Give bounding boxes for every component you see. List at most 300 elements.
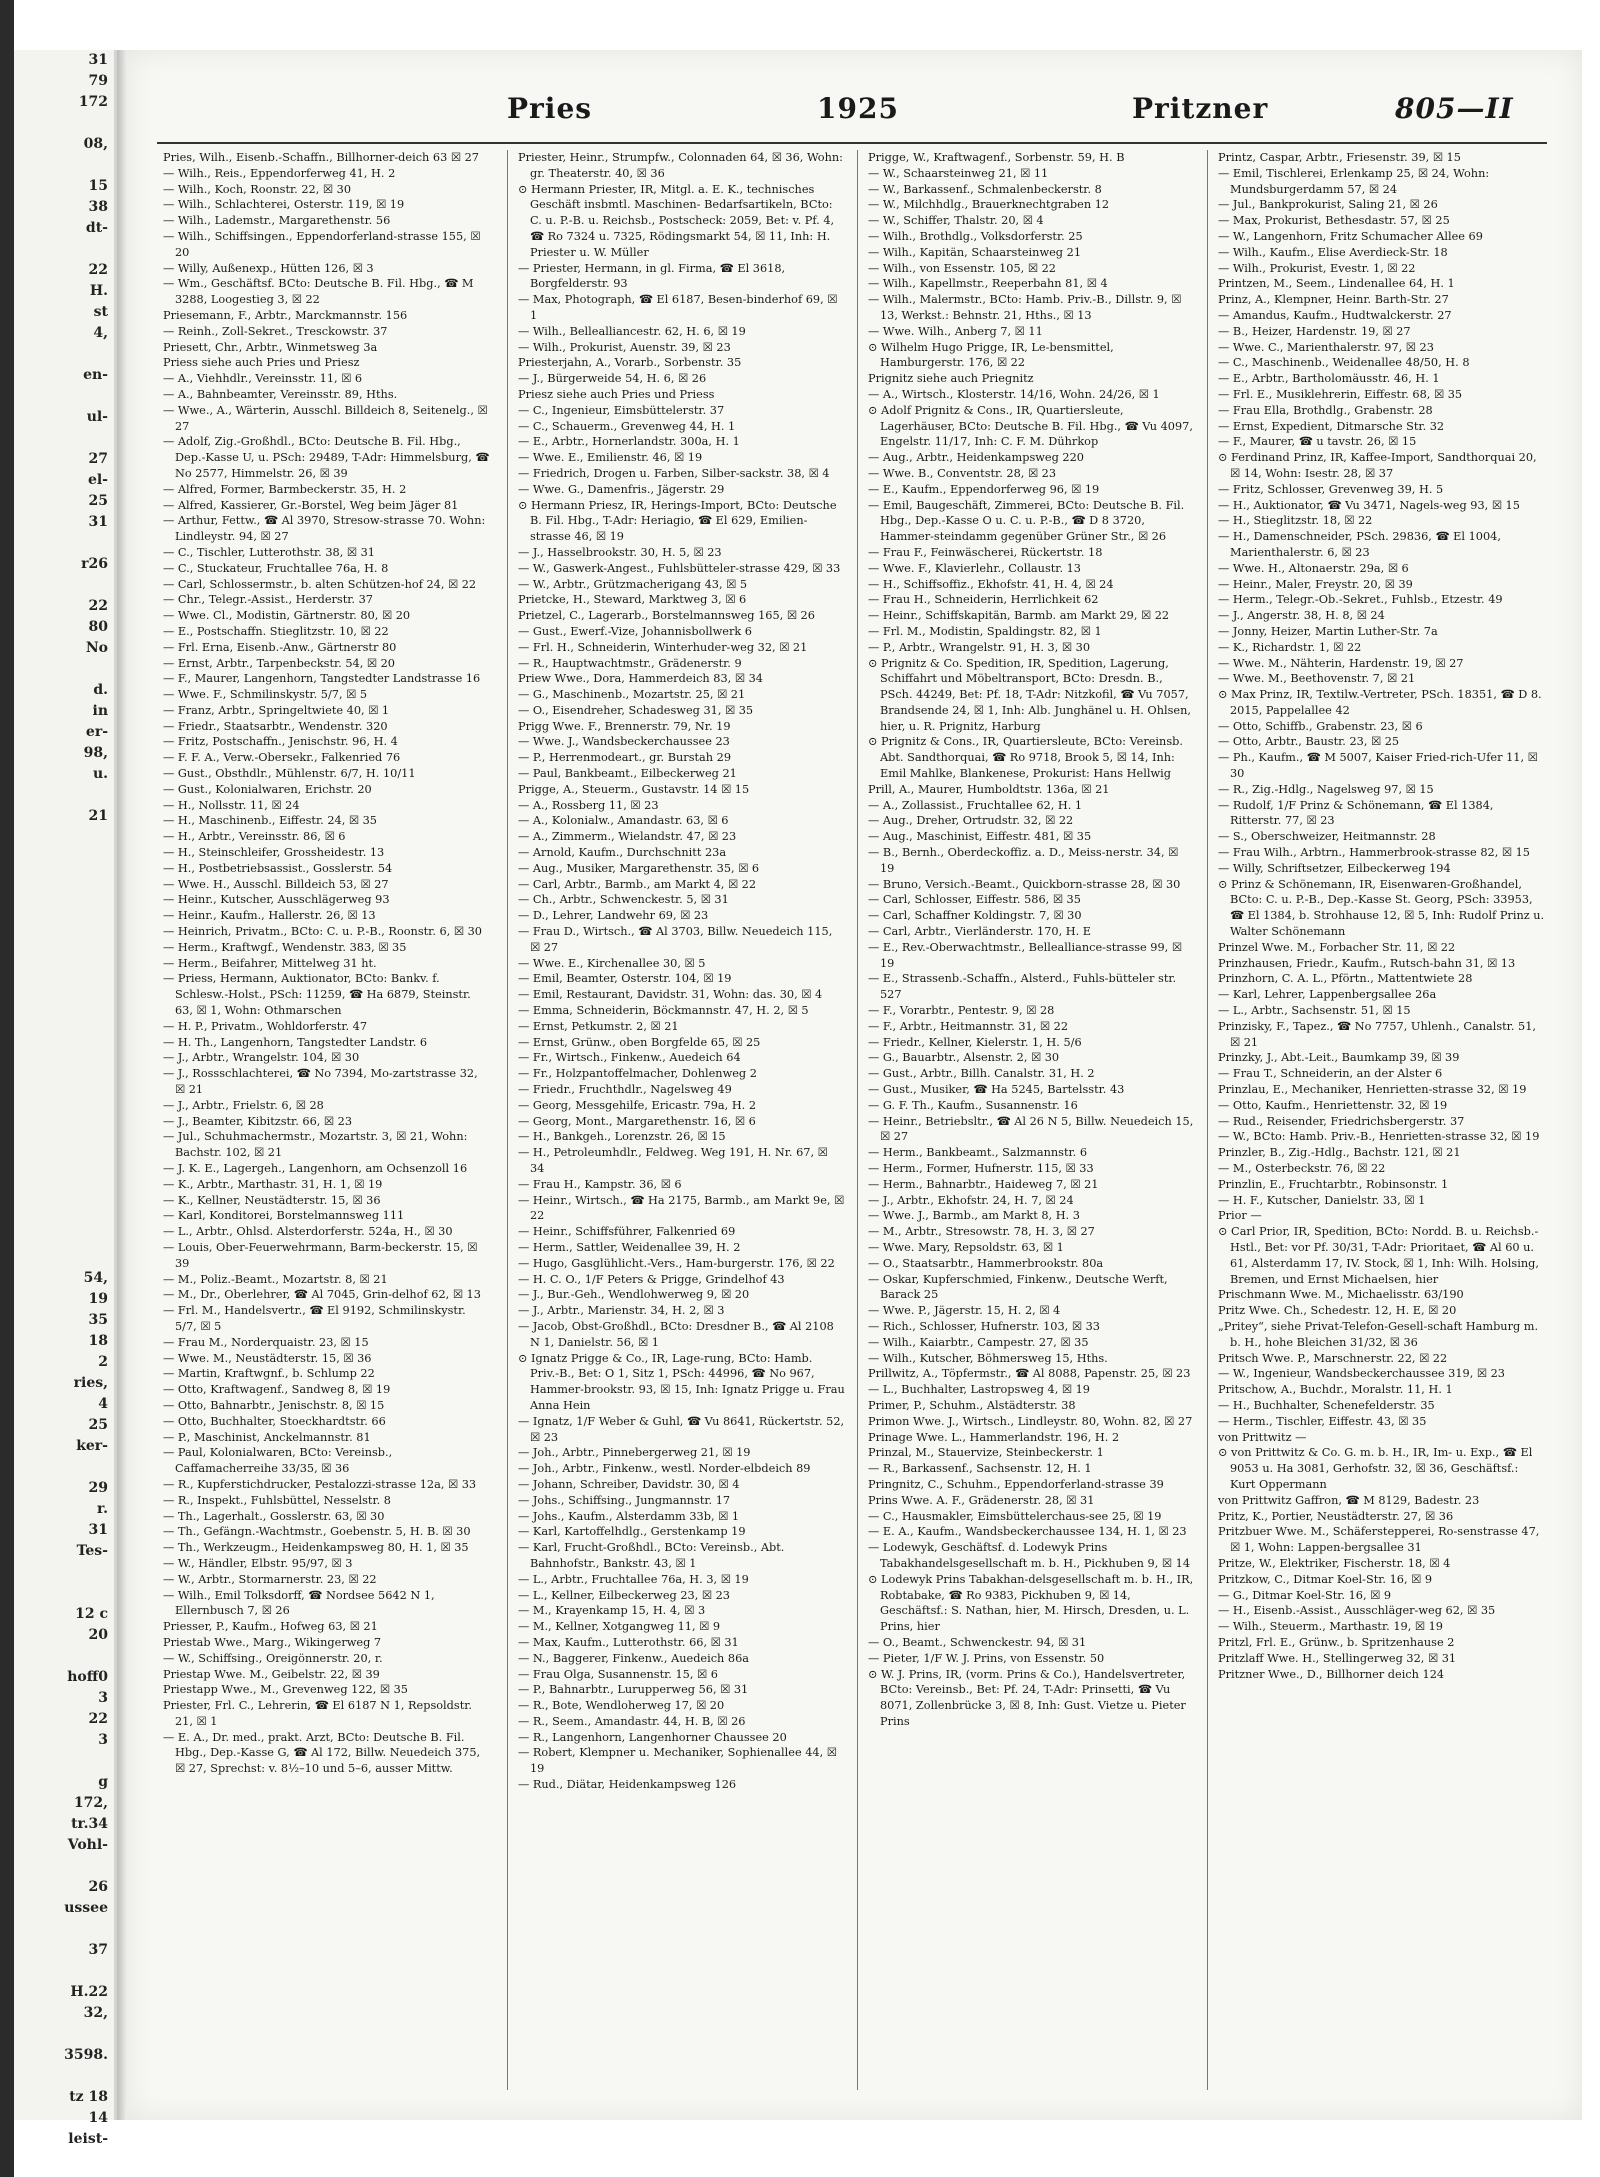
directory-entry: — Wwe. F., Klavierlehr., Collaustr. 13 <box>868 561 1081 575</box>
directory-entry: — K., Richardstr. 1, ☒ 22 <box>1218 640 1362 654</box>
previous-page-text <box>14 1142 114 1163</box>
directory-entry: — H., Arbtr., Vereinsstr. 86, ☒ 6 <box>163 830 346 844</box>
directory-entry: — Wwe. H., Altonaerstr. 29a, ☒ 6 <box>1218 561 1409 575</box>
directory-entry: — F., Vorarbtr., Pentestr. 9, ☒ 28 <box>868 1004 1055 1018</box>
directory-entry: ⊙ Prignitz & Cons., IR, Quartiersleute, BCto: Vereinsb. Abt. Sandthorquai, ☎ Ro 9718, Brook 5, ☒ 14, Inh: Emil Mahlke, Blankenese, Prokurist: Hans Hellwig <box>868 735 1183 781</box>
directory-entry: Priestapp Wwe., M., Grevenweg 122, ☒ 35 <box>163 1683 408 1697</box>
page-number: 805—II <box>1395 92 1514 125</box>
previous-page-text <box>14 827 114 848</box>
directory-entry: — H., Postbetriebsassist., Gosslerstr. 54 <box>163 861 393 875</box>
directory-entry: Primer, P., Schuhm., Alstädterstr. 38 <box>868 1398 1076 1412</box>
header-year: 1925 <box>817 92 899 125</box>
directory-entry: — E. A., Dr. med., prakt. Arzt, BCto: Deutsche B. Fil. Hbg., Dep.-Kasse G, ☎ Al 172, Billw. Neuedeich 375, ☒ 27, Sprechst: v. 8½–10 und 5–6, ausser Mittw. <box>163 1730 481 1776</box>
directory-entry: — Priester, Hermann, in gl. Firma, ☎ El 3618, Borgfelderstr. 93 <box>518 261 786 291</box>
previous-page-text <box>14 344 114 365</box>
directory-entry: — Johann, Schreiber, Davidstr. 30, ☒ 4 <box>518 1477 740 1491</box>
previous-page-text: 08, <box>83 136 108 152</box>
book-gutter <box>117 50 127 2120</box>
directory-entry: — Jul., Bankprokurist, Saling 21, ☒ 26 <box>1218 198 1438 212</box>
directory-entry: — Fr., Wirtsch., Finkenw., Auedeich 64 <box>518 1051 741 1065</box>
directory-entry: — Wwe. F., Schmilinskystr. 5/7, ☒ 5 <box>163 688 368 702</box>
directory-entry: Pritzkow, C., Ditmar Koel-Str. 16, ☒ 9 <box>1218 1572 1433 1586</box>
previous-page-text <box>14 1856 114 1877</box>
previous-page-text: H.22 <box>70 1984 108 2000</box>
directory-entry: Pritschow, A., Buchdr., Moralstr. 11, H. 1 <box>1218 1383 1453 1397</box>
previous-page-text: 12 c <box>75 1606 108 1622</box>
previous-page-text <box>14 1646 114 1667</box>
previous-page-text: 32, <box>83 2005 108 2021</box>
directory-entry: — Willy, Schriftsetzer, Eilbeckerweg 194 <box>1218 861 1451 875</box>
directory-entry: — Carl, Arbtr., Barmb., am Markt 4, ☒ 22 <box>518 877 757 891</box>
directory-entry: — Wwe. J., Wandsbeckerchaussee 23 <box>518 735 730 749</box>
previous-page-text <box>14 1079 114 1100</box>
directory-entry: — Otto, Buchhalter, Stoeckhardtstr. 66 <box>163 1414 386 1428</box>
directory-entry: — A., Bahnbeamter, Vereinsstr. 89, Hths. <box>163 387 398 401</box>
directory-entry: — H. P., Privatm., Wohldorferstr. 47 <box>163 1019 368 1033</box>
directory-entry: — Reinh., Zoll-Sekret., Tresckowstr. 37 <box>163 324 388 338</box>
directory-entry: — M., Arbtr., Stresowstr. 78, H. 3, ☒ 27 <box>868 1225 1095 1239</box>
directory-entry: — Lodewyk, Geschäftsf. d. Lodewyk Prins Tabakhandelsgesellschaft m. b. H., Pickhuben 9, ☒ 14 <box>868 1541 1191 1570</box>
previous-page-text <box>14 1016 114 1037</box>
previous-page-text: hoff0 <box>67 1669 108 1685</box>
directory-entry: — Wwe. Wilh., Anberg 7, ☒ 11 <box>868 324 1043 338</box>
previous-page-text: Vohl- <box>67 1837 108 1853</box>
previous-page-text <box>14 1184 114 1205</box>
previous-page-text <box>14 1919 114 1940</box>
directory-entry: Priesett, Chr., Arbtr., Winmetsweg 3a <box>163 340 378 354</box>
previous-page-text <box>14 1100 114 1121</box>
directory-entry: — Jul., Schuhmachermstr., Mozartstr. 3, ☒ 21, Wohn: Bachstr. 102, ☒ 21 <box>163 1130 468 1160</box>
previous-page-text: 26 <box>88 1879 108 1895</box>
directory-entry: — Jacob, Obst-Großhdl., BCto: Dresdner B., ☎ Al 2108 N 1, Danielstr. 56, ☒ 1 <box>518 1319 834 1349</box>
previous-page-text <box>14 1247 114 1268</box>
directory-entry: Prinzlau, E., Mechaniker, Henrietten-strasse 32, ☒ 19 <box>1218 1083 1527 1097</box>
directory-entry: — M., Poliz.-Beamt., Mozartstr. 8, ☒ 21 <box>163 1272 388 1286</box>
directory-entry: Printzen, M., Seem., Lindenallee 64, H. 1 <box>1218 277 1455 291</box>
previous-page-text <box>14 2066 114 2087</box>
previous-page-text <box>14 932 114 953</box>
previous-page-text: d. <box>93 682 108 698</box>
directory-entry: — Karl, Frucht-Großhdl., BCto: Vereinsb., Abt. Bahnhofstr., Bankstr. 43, ☒ 1 <box>518 1541 785 1570</box>
directory-entry: — R., Kupferstichdrucker, Pestalozzi-strasse 12a, ☒ 33 <box>163 1477 477 1491</box>
directory-entry: — Hugo, Gasglühlicht.-Vers., Ham-burgerstr. 176, ☒ 22 <box>518 1256 835 1270</box>
directory-entry: — Wilh., Reis., Eppendorferweg 41, H. 2 <box>163 166 396 180</box>
directory-entry: — A., Kolonialw., Amandastr. 63, ☒ 6 <box>518 814 729 828</box>
directory-entry: — Aug., Musiker, Margarethenstr. 35, ☒ 6 <box>518 861 760 875</box>
directory-entry: — Wwe., A., Wärterin, Ausschl. Billdeich 8, Seitenelg., ☒ 27 <box>163 403 488 433</box>
directory-entry: ⊙ Max Prinz, IR, Textilw.-Vertreter, PSch. 18351, ☎ D 8. 2015, Pappelallee 42 <box>1218 688 1542 717</box>
directory-entry: — W., Ingenieur, Wandsbeckerchaussee 319, ☒ 23 <box>1218 1367 1505 1381</box>
directory-entry: — Wilh., Lademstr., Margarethenstr. 56 <box>163 214 391 228</box>
directory-entry: — Ernst, Arbtr., Tarpenbeckstr. 54, ☒ 20 <box>163 656 395 670</box>
directory-entry: — Otto, Kraftwagenf., Sandweg 8, ☒ 19 <box>163 1383 391 1397</box>
directory-entry: — H., Schiffsoffiz., Ekhofstr. 41, H. 4, ☒ 24 <box>868 577 1114 591</box>
directory-entry: — C., Tischler, Lutterothstr. 38, ☒ 31 <box>163 545 375 559</box>
previous-page-text <box>14 995 114 1016</box>
previous-page-text: 27 <box>88 451 108 467</box>
directory-entry: — Ph., Kaufm., ☎ M 5007, Kaiser Fried-rich-Ufer 11, ☒ 30 <box>1218 751 1538 781</box>
directory-entry: — L., Arbtr., Fruchtallee 76a, H. 3, ☒ 19 <box>518 1572 749 1586</box>
directory-entry: — J., Arbtr., Marienstr. 34, H. 2, ☒ 3 <box>518 1304 725 1318</box>
directory-entry: — H., Maschinenb., Eiffestr. 24, ☒ 35 <box>163 814 377 828</box>
previous-page-text: tz 18 <box>69 2089 108 2105</box>
directory-entry: — Emil, Beamter, Osterstr. 104, ☒ 19 <box>518 972 732 986</box>
previous-page-text: dt- <box>85 220 108 236</box>
directory-entry: — Priess, Hermann, Auktionator, BCto: Bankv. f. Schlesw.-Holst., PSch: 11259, ☎ Ha 6879, Steinstr. 63, ☒ 1, Wohn: Othmarschen <box>163 972 471 1018</box>
directory-entry: — M., Krayenkamp 15, H. 4, ☒ 3 <box>518 1604 706 1618</box>
directory-entry: — Heinr., Schiffsführer, Falkenried 69 <box>518 1225 736 1239</box>
directory-entry: — W., BCto: Hamb. Priv.-B., Henrietten-strasse 32, ☒ 19 <box>1218 1130 1540 1144</box>
directory-entry: ⊙ Prignitz & Co. Spedition, IR, Spedition, Lagerung, Schiffahrt und Möbeltransport, BCto: Dresdn. B., PSch. 44249, Bet: Pf. 18, T-Adr: Nitzkofil, ☎ Vu 7057, Brandsende 24, ☒ 1, Inh: Alb. Junghänel u. H. Ohlsen, hier, u. R. Prignitz, Harburg <box>868 656 1191 733</box>
directory-entry: von Prittwitz — <box>1218 1430 1307 1444</box>
directory-entry: — Carl, Schaffner Koldingstr. 7, ☒ 30 <box>868 909 1082 923</box>
directory-entry: Printz, Caspar, Arbtr., Friesenstr. 39, ☒ 15 <box>1218 151 1461 164</box>
directory-entry: Prinzky, J., Abt.-Leit., Baumkamp 39, ☒ 39 <box>1218 1051 1460 1065</box>
directory-entry: — W., Arbtr., Grützmacherigang 43, ☒ 5 <box>518 577 748 591</box>
directory-entry: — J., Rossschlachterei, ☎ No 7394, Mo-zartstrasse 32, ☒ 21 <box>163 1067 478 1097</box>
directory-entry: — Friedr., Staatsarbtr., Wendenstr. 320 <box>163 719 388 733</box>
directory-entry: — E., Postschaffn. Stieglitzstr. 10, ☒ 22 <box>163 624 389 638</box>
previous-page-text <box>14 1751 114 1772</box>
column-3 <box>857 150 1198 2090</box>
directory-entry: Prinzisky, F., Tapez., ☎ No 7757, Uhlenh., Canalstr. 51, ☒ 21 <box>1218 1019 1536 1049</box>
directory-entry: — H., Damenschneider, PSch. 29836, ☎ El 1004, Marienthalerstr. 6, ☒ 23 <box>1218 530 1501 559</box>
directory-entry: — Emil, Tischlerei, Erlenkamp 25, ☒ 24, Wohn: Mundsburgerdamm 57, ☒ 24 <box>1218 166 1490 196</box>
directory-entry: — Otto, Arbtr., Baustr. 23, ☒ 25 <box>1218 735 1400 749</box>
previous-page-text: Tes- <box>76 1543 108 1559</box>
previous-page-text <box>14 533 114 554</box>
directory-entry: — R., Bote, Wendloherweg 17, ☒ 20 <box>518 1699 725 1713</box>
directory-entry: — H., Auktionator, ☎ Vu 3471, Nagels-weg 93, ☒ 15 <box>1218 498 1520 512</box>
directory-entry: — Heinr., Kutscher, Ausschlägerweg 93 <box>163 893 390 907</box>
directory-entry: — Ernst, Expedient, Ditmarsche Str. 32 <box>1218 419 1445 433</box>
previous-page-text: st <box>93 304 108 320</box>
directory-entry: — Bruno, Versich.-Beamt., Quickborn-strasse 28, ☒ 30 <box>868 877 1181 891</box>
directory-entry: — Gust., Obsthdlr., Mühlenstr. 6/7, H. 10/11 <box>163 767 416 781</box>
directory-entry: — E., Arbtr., Bartholomäusstr. 46, H. 1 <box>1218 372 1440 386</box>
directory-entry: — Alfred, Kassierer, Gr.-Borstel, Weg beim Jäger 81 <box>163 498 459 512</box>
directory-entry: Pritz Wwe. Ch., Schedestr. 12, H. E, ☒ 20 <box>1218 1304 1457 1318</box>
directory-entry: ⊙ Hermann Priesz, IR, Herings-Import, BCto: Deutsche B. Fil. Hbg., T-Adr: Heriagio, ☎ El 629, Emilien-strasse 46, ☒ 19 <box>518 498 837 544</box>
directory-entry: — Frau Ella, Brothdlg., Grabenstr. 28 <box>1218 403 1433 417</box>
previous-page-text <box>14 155 114 176</box>
directory-entry: — Ernst, Grünw., oben Borgfelde 65, ☒ 25 <box>518 1035 761 1049</box>
directory-entry: — A., Rossberg 11, ☒ 23 <box>518 798 659 812</box>
directory-entry: — Wilh., Prokurist, Auenstr. 39, ☒ 23 <box>518 340 731 354</box>
previous-page-text <box>14 113 114 134</box>
previous-page-text: 22 <box>88 262 108 278</box>
previous-page-text: 18 <box>88 1333 108 1349</box>
directory-entry: — C., Schauerm., Grevenweg 44, H. 1 <box>518 419 736 433</box>
previous-page-text <box>14 386 114 407</box>
directory-entry: — H., Stieglitzstr. 18, ☒ 22 <box>1218 514 1373 528</box>
directory-entry: Primon Wwe. J., Wirtsch., Lindleystr. 80, Wohn. 82, ☒ 27 <box>868 1414 1193 1428</box>
directory-entry: — Georg, Messgehilfe, Ericastr. 79a, H. 2 <box>518 1098 757 1112</box>
directory-entry: — F. F. A., Verw.-Obersekr., Falkenried 76 <box>163 751 401 765</box>
directory-entry: — Frau Olga, Susannenstr. 15, ☒ 6 <box>518 1667 718 1681</box>
directory-entry: — Heinr., Maler, Freystr. 20, ☒ 39 <box>1218 577 1413 591</box>
directory-entry: — Wwe. J., Barmb., am Markt 8, H. 3 <box>868 1209 1080 1223</box>
directory-entry: — Heinr., Kaufm., Hallerstr. 26, ☒ 13 <box>163 909 376 923</box>
directory-entry: — Wwe. G., Damenfris., Jägerstr. 29 <box>518 482 725 496</box>
previous-page-text: u. <box>92 766 108 782</box>
directory-entry: — C., Ingenieur, Eimsbüttelerstr. 37 <box>518 403 725 417</box>
directory-entry: — Emil, Baugeschäft, Zimmerei, BCto: Deutsche B. Fil. Hbg., Dep.-Kasse O u. C. u. P.-B., ☎ D 8 3720, Hammer-steindamm gegenüber Grüner Str., ☒ 26 <box>868 498 1185 544</box>
directory-entry: — W., Gaswerk-Angest., Fuhlsbütteler-strasse 429, ☒ 33 <box>518 561 841 575</box>
directory-entry: ⊙ Ignatz Prigge & Co., IR, Lage-rung, BCto: Hamb. Priv.-B., Bet: O 1, Sitz 1, PSch: 44996, ☎ No 967, Hammer-brookstr. 93, ☒ 15, Inh: Ignatz Prigge u. Frau Anna Hein <box>518 1351 845 1412</box>
previous-page-text: en- <box>83 367 108 383</box>
directory-entry: — G., Ditmar Koel-Str. 16, ☒ 9 <box>1218 1588 1392 1602</box>
directory-entry: — Friedr., Fruchthdlr., Nagelsweg 49 <box>518 1083 732 1097</box>
directory-entry: — C., Maschinenb., Weidenallee 48/50, H. 8 <box>1218 356 1470 370</box>
directory-entry: — Wilh., Schiffsingen., Eppendorferland-strasse 155, ☒ 20 <box>163 229 481 259</box>
directory-entry: ⊙ Hermann Priester, IR, Mitgl. a. E. K., technisches Geschäft insbmtl. Maschinen- Bedarfsartikeln, BCto: C. u. P.-B. u. Reichsb., Postscheck: 2059, Bet: v. Pf. 4, ☎ Ro 7324 u. 7325, Rödingsmarkt 54, ☒ 11, Inh: H. Priester u. W. Müller <box>518 182 835 259</box>
directory-entry: — Joh., Arbtr., Finkenw., westl. Norder-elbdeich 89 <box>518 1462 811 1476</box>
directory-entry: „Pritey“, siehe Privat-Telefon-Gesell-schaft Hamburg m. b. H., hohe Bleichen 31/32, ☒ 36 <box>1218 1319 1539 1349</box>
directory-entry: — B., Bernh., Oberdeckoffiz. a. D., Meiss-nerstr. 34, ☒ 19 <box>868 846 1179 875</box>
directory-entry: von Prittwitz Gaffron, ☎ M 8129, Badestr. 23 <box>1218 1493 1480 1507</box>
directory-entry: — Frau F., Feinwäscherei, Rückertstr. 18 <box>868 545 1103 559</box>
previous-page-text <box>14 890 114 911</box>
previous-page-text <box>14 1562 114 1583</box>
previous-page-text <box>14 953 114 974</box>
directory-entry: — F., Maurer, Langenhorn, Tangstedter Landstrasse 16 <box>163 672 481 686</box>
header-rule <box>157 142 1547 144</box>
directory-entry: — Otto, Kaufm., Henriettenstr. 32, ☒ 19 <box>1218 1098 1448 1112</box>
directory-entry: — Rudolf, 1/F Prinz & Schönemann, ☎ El 1384, Ritterstr. 77, ☒ 23 <box>1218 798 1494 828</box>
page-header <box>127 92 1582 132</box>
previous-page-text <box>14 1163 114 1184</box>
directory-entry: — J., Hasselbrookstr. 30, H. 5, ☒ 23 <box>518 545 722 559</box>
directory-entry: — Aug., Arbtr., Heidenkampsweg 220 <box>868 451 1084 465</box>
directory-entry: — Th., Lagerhalt., Gosslerstr. 63, ☒ 30 <box>163 1509 385 1523</box>
directory-entry: — Gust., Ewerf.-Vize, Johannisbollwerk 6 <box>518 624 752 638</box>
previous-page-text <box>14 1037 114 1058</box>
previous-page-text <box>14 911 114 932</box>
previous-page-text: H. <box>89 283 108 299</box>
previous-page-text: 4, <box>93 325 108 341</box>
directory-entry: Priestab Wwe., Marg., Wikingerweg 7 <box>163 1635 382 1649</box>
directory-entry: — J., Arbtr., Ekhofstr. 24, H. 7, ☒ 24 <box>868 1193 1074 1207</box>
directory-entry: Prinzal, M., Stauervize, Steinbeckerstr. 1 <box>868 1446 1104 1460</box>
directory-entry: ⊙ Prinz & Schönemann, IR, Eisenwaren-Großhandel, BCto: C. u. P.-B., Dep.-Kasse St. Georg, PSch: 33953, ☎ El 1384, b. Strohhause 12, ☒ 5, Inh: Rudolf Prinz u. Walter Schönemann <box>1218 877 1545 939</box>
previous-page-text: 3 <box>98 1690 108 1706</box>
directory-entry: — Friedr., Kellner, Kielerstr. 1, H. 5/6 <box>868 1035 1082 1049</box>
directory-entry: — Fritz, Postschaffn., Jenischstr. 96, H. 4 <box>163 735 398 749</box>
previous-page-text: 14 <box>88 2110 108 2126</box>
previous-page-fragment <box>14 50 117 2147</box>
directory-entry: — W., Händler, Elbstr. 95/97, ☒ 3 <box>163 1556 353 1570</box>
directory-entry: — H., Petroleumhdlr., Feldweg. Weg 191, H. Nr. 67, ☒ 34 <box>518 1146 828 1175</box>
directory-entry: — L., Kellner, Eilbeckerweg 23, ☒ 23 <box>518 1588 730 1602</box>
directory-entry: — Wilh., Kapitän, Schaarsteinweg 21 <box>868 245 1082 259</box>
directory-entry: Prietcke, H., Steward, Marktweg 3, ☒ 6 <box>518 593 747 607</box>
directory-entry: Pritzner Wwe., D., Billhorner deich 124 <box>1218 1667 1445 1681</box>
directory-entry: — Herm., Beifahrer, Mittelweg 31 ht. <box>163 956 377 970</box>
directory-entry: — H. F., Kutscher, Danielstr. 33, ☒ 1 <box>1218 1193 1426 1207</box>
directory-entry: — G., Bauarbtr., Alsenstr. 2, ☒ 30 <box>868 1051 1060 1065</box>
directory-entry: Prinz, A., Klempner, Heinr. Barth-Str. 27 <box>1218 293 1449 307</box>
directory-entry: — Wwe. P., Jägerstr. 15, H. 2, ☒ 4 <box>868 1304 1061 1318</box>
directory-entry: — P., Maschinist, Anckelmannstr. 81 <box>163 1430 371 1444</box>
directory-entry: — Th., Werkzeugm., Heidenkampsweg 80, H. 1, ☒ 35 <box>163 1541 469 1555</box>
previous-page-text <box>14 428 114 449</box>
previous-page-text: 172 <box>78 94 108 110</box>
directory-entry: — Frau M., Norderquaistr. 23, ☒ 15 <box>163 1335 369 1349</box>
previous-page-text: 20 <box>88 1627 108 1643</box>
directory-entry: — W., Milchhdlg., Brauerknechtgraben 12 <box>868 198 1110 212</box>
directory-entry: — Johs., Schiffsing., Jungmannstr. 17 <box>518 1493 731 1507</box>
directory-entry: — A., Wirtsch., Klosterstr. 14/16, Wohn. 24/26, ☒ 1 <box>868 387 1160 401</box>
directory-entry: — Karl, Konditorei, Borstelmannsweg 111 <box>163 1209 405 1223</box>
directory-entry: — W., Schiffsing., Oreigönnerstr. 20, r. <box>163 1651 383 1665</box>
previous-page-text: r26 <box>81 556 108 572</box>
directory-entry: — Aug., Dreher, Ortrudstr. 32, ☒ 22 <box>868 814 1074 828</box>
directory-entry: — Gust., Kolonialwaren, Erichstr. 20 <box>163 782 372 796</box>
previous-page-text: 98, <box>83 745 108 761</box>
directory-entry: — Willy, Außenexp., Hütten 126, ☒ 3 <box>163 261 374 275</box>
directory-entry: — R., Seem., Amandastr. 44, H. B, ☒ 26 <box>518 1714 746 1728</box>
directory-entry: — H. Th., Langenhorn, Tangstedter Landstr. 6 <box>163 1035 428 1049</box>
previous-page-text: 3598. <box>64 2047 108 2063</box>
directory-entry: — J., Beamter, Kibitzstr. 66, ☒ 23 <box>163 1114 353 1128</box>
directory-entry: — Th., Gefängn.-Wachtmstr., Goebenstr. 5, H. B. ☒ 30 <box>163 1525 471 1539</box>
directory-entry: — Rich., Schlosser, Hufnerstr. 103, ☒ 33 <box>868 1319 1100 1333</box>
directory-entry: — Louis, Ober-Feuerwehrmann, Barm-beckerstr. 15, ☒ 39 <box>163 1240 478 1270</box>
directory-entry: — K., Kellner, Neustädterstr. 15, ☒ 36 <box>163 1193 381 1207</box>
directory-entry: Priester, Frl. C., Lehrerin, ☎ El 6187 N 1, Repsoldstr. 21, ☒ 1 <box>163 1699 472 1728</box>
directory-entry: Prinzel Wwe. M., Forbacher Str. 11, ☒ 22 <box>1218 940 1456 954</box>
previous-page-text: 31 <box>88 514 108 530</box>
column-2 <box>507 150 848 2090</box>
directory-entry: — F., Maurer, ☎ u tavstr. 26, ☒ 15 <box>1218 435 1417 449</box>
directory-entry: — Wwe. Mary, Repsoldstr. 63, ☒ 1 <box>868 1240 1064 1254</box>
directory-entry: — Wwe. E., Kirchenallee 30, ☒ 5 <box>518 956 706 970</box>
directory-entry: ⊙ Carl Prior, IR, Spedition, BCto: Nordd. B. u. Reichsb.-Hstl., Bet: vor Pf. 30/31, T-Adr: Prioritaet, ☎ Al 60 u. 61, Alsterdamm 17, IV. Stock, ☒ 1, Inh: Wilh. Holsing, Bremen, und Ernst Michaelsen, hier <box>1218 1225 1539 1286</box>
directory-entry: — J., Angerstr. 38, H. 8, ☒ 24 <box>1218 609 1385 623</box>
directory-entry: — Herm., Bankbeamt., Salzmannstr. 6 <box>868 1146 1088 1160</box>
directory-entry: — E. A., Kaufm., Wandsbeckerchaussee 134, H. 1, ☒ 23 <box>868 1525 1187 1539</box>
directory-entry: — Carl, Schlosser, Eiffestr. 586, ☒ 35 <box>868 893 1081 907</box>
previous-page-text <box>14 1583 114 1604</box>
directory-entry: — K., Arbtr., Marthastr. 31, H. 1, ☒ 19 <box>163 1177 383 1191</box>
directory-entry: — Heinr., Betriebsltr., ☎ Al 26 N 5, Billw. Neuedeich 15, ☒ 27 <box>868 1114 1194 1144</box>
previous-page-text <box>14 659 114 680</box>
previous-page-text <box>14 1961 114 1982</box>
previous-page-text <box>14 1457 114 1478</box>
directory-entry: Priess siehe auch Pries und Priesz <box>163 356 360 370</box>
directory-entry: — J., Arbtr., Wrangelstr. 104, ☒ 30 <box>163 1051 360 1065</box>
directory-entry: — B., Heizer, Hardenstr. 19, ☒ 27 <box>1218 324 1411 338</box>
directory-entry: — Frau H., Kampstr. 36, ☒ 6 <box>518 1177 682 1191</box>
directory-entry: — N., Baggerer, Finkenw., Auedeich 86a <box>518 1651 750 1665</box>
directory-entry: ⊙ W. J. Prins, IR, (vorm. Prins & Co.), Handelsvertreter, BCto: Vereinsb., Bet: Pf. 24, T-Adr: Prinsetti, ☎ Vu 8071, Zollenbrücke 3, ☒ 8, Inh: Gust. Vietze u. Pieter Prins <box>868 1667 1186 1728</box>
directory-entry: — Gust., Arbtr., Billh. Canalstr. 31, H. 2 <box>868 1067 1095 1081</box>
directory-entry: — A., Viehhdlr., Vereinsstr. 11, ☒ 6 <box>163 372 363 386</box>
directory-entry: — Rud., Diätar, Heidenkampsweg 126 <box>518 1778 737 1792</box>
directory-entry: — Aug., Maschinist, Eiffestr. 481, ☒ 35 <box>868 830 1092 844</box>
directory-page <box>127 50 1582 2120</box>
directory-entry: — Wilh., von Essenstr. 105, ☒ 22 <box>868 261 1056 275</box>
previous-page-text: 79 <box>88 73 108 89</box>
previous-page-text: 172, <box>73 1795 108 1811</box>
directory-entry: — Wwe. B., Conventstr. 28, ☒ 23 <box>868 466 1057 480</box>
directory-entry: — W., Schaarsteinweg 21, ☒ 11 <box>868 166 1049 180</box>
directory-entry: — Herm., Telegr.-Ob.-Sekret., Fuhlsb., Etzestr. 49 <box>1218 593 1503 607</box>
directory-entry: — Wilh., Schlachterei, Osterstr. 119, ☒ 19 <box>163 198 405 212</box>
directory-entry: — Robert, Klempner u. Mechaniker, Sophienallee 44, ☒ 19 <box>518 1746 837 1776</box>
directory-entry: — Frau Wilh., Arbtrn., Hammerbrook-strasse 82, ☒ 15 <box>1218 846 1530 860</box>
previous-page-text: r. <box>97 1501 108 1517</box>
previous-page-text: tr.34 <box>71 1816 108 1832</box>
directory-entry: Pries, Wilh., Eisenb.-Schaffn., Billhorner-deich 63 ☒ 27 <box>163 151 479 164</box>
previous-page-text: 37 <box>88 1942 108 1958</box>
directory-entry: — Otto, Bahnarbtr., Jenischstr. 8, ☒ 15 <box>163 1398 385 1412</box>
directory-entry: — H., Eisenb.-Assist., Ausschläger-weg 62, ☒ 35 <box>1218 1604 1496 1618</box>
directory-entry: Priesterjahn, A., Vorarb., Sorbenstr. 35 <box>518 356 742 370</box>
directory-entry: — Chr., Telegr.-Assist., Herderstr. 37 <box>163 593 373 607</box>
directory-entry: — Fritz, Schlosser, Grevenweg 39, H. 5 <box>1218 482 1444 496</box>
directory-entry: Pritzl, Frl. E., Grünw., b. Spritzenhause 2 <box>1218 1635 1455 1649</box>
directory-entry: — G., Maschinenb., Mozartstr. 25, ☒ 21 <box>518 688 746 702</box>
directory-entry: — Max, Photograph, ☎ El 6187, Besen-binderhof 69, ☒ 1 <box>518 293 838 322</box>
previous-page-text <box>14 1121 114 1142</box>
directory-entry: — Wwe. C., Marienthalerstr. 97, ☒ 23 <box>1218 340 1434 354</box>
directory-entry: — E., Strassenb.-Schaffn., Alsterd., Fuhls-bütteler str. 527 <box>868 972 1177 1002</box>
directory-entry: Prischmann Wwe. M., Michaelisstr. 63/190 <box>1218 1288 1464 1302</box>
directory-entry: — Frau D., Wirtsch., ☎ Al 3703, Billw. Neuedeich 115, ☒ 27 <box>518 925 833 954</box>
directory-entry: ⊙ Wilhelm Hugo Prigge, IR, Le-bensmittel, Hamburgerstr. 176, ☒ 22 <box>868 340 1114 370</box>
directory-entry: — Frau T., Schneiderin, an der Alster 6 <box>1218 1067 1443 1081</box>
previous-page-text <box>14 869 114 890</box>
directory-entry: — E., Arbtr., Hornerlandstr. 300a, H. 1 <box>518 435 740 449</box>
directory-entry: — H. C. O., 1/F Peters & Prigge, Grindelhof 43 <box>518 1272 785 1286</box>
directory-entry: Priester, Heinr., Strumpfw., Colonnaden 64, ☒ 36, Wohn: gr. Theaterstr. 40, ☒ 36 <box>518 151 843 180</box>
previous-page-text: 25 <box>88 493 108 509</box>
directory-entry: — Franz, Arbtr., Springeltwiete 40, ☒ 1 <box>163 703 390 717</box>
directory-entry: — H., Steinschleifer, Grossheidestr. 13 <box>163 846 385 860</box>
previous-page-text: 22 <box>88 1711 108 1727</box>
directory-entry: — Arthur, Fettw., ☎ Al 3970, Stresow-strasse 70. Wohn: Lindleystr. 94, ☒ 27 <box>163 514 486 544</box>
previous-page-text <box>14 2024 114 2045</box>
directory-entry: — Frl. M., Modistin, Spaldingstr. 82, ☒ 1 <box>868 624 1102 638</box>
directory-entry: — M., Osterbeckstr. 76, ☒ 22 <box>1218 1162 1386 1175</box>
directory-entry: — Ch., Arbtr., Schwenckestr. 5, ☒ 31 <box>518 893 729 907</box>
directory-entry: — H., Nollsstr. 11, ☒ 24 <box>163 798 300 812</box>
directory-entry: — Wilh., Kutscher, Böhmersweg 15, Hths. <box>868 1351 1108 1365</box>
directory-entry: — Max, Prokurist, Bethesdastr. 57, ☒ 25 <box>1218 214 1450 228</box>
directory-entry: — J., Bur.-Geh., Wendlohwerweg 9, ☒ 20 <box>518 1288 750 1302</box>
directory-entry: — Karl, Kartoffelhdlg., Gerstenkamp 19 <box>518 1525 746 1539</box>
previous-page-text: el- <box>87 472 108 488</box>
directory-entry: — W., Barkassenf., Schmalenbeckerstr. 8 <box>868 182 1102 196</box>
directory-entry: — O., Eisendreher, Schadesweg 31, ☒ 35 <box>518 703 754 717</box>
directory-entry: — L., Arbtr., Sachsenstr. 51, ☒ 15 <box>1218 1004 1411 1018</box>
header-first-entry: Pries <box>507 92 593 125</box>
directory-entry: Pritsch Wwe. P., Marschnerstr. 22, ☒ 22 <box>1218 1351 1448 1365</box>
directory-entry: — Emma, Schneiderin, Böckmannstr. 47, H. 2, ☒ 5 <box>518 1004 809 1018</box>
directory-entry: — M., Kellner, Xotgangweg 11, ☒ 9 <box>518 1620 721 1634</box>
directory-entry: — Wwe. M., Beethovenstr. 7, ☒ 21 <box>1218 672 1416 686</box>
previous-page-text: 22 <box>88 598 108 614</box>
directory-entry: — Adolf, Zig.-Großhdl., BCto: Deutsche B. Fil. Hbg., Dep.-Kasse U, u. PSch: 29489, T-Adr: Himmelsburg, ☎ No 2577, Himmelstr. 26, ☒ 39 <box>163 435 490 480</box>
directory-entry: — Wm., Geschäftsf. BCto: Deutsche B. Fil. Hbg., ☎ M 3288, Loogestieg 3, ☒ 22 <box>163 277 474 307</box>
directory-entry: — Wwe. M., Nähterin, Hardenstr. 19, ☒ 27 <box>1218 656 1464 670</box>
directory-entry: ⊙ Lodewyk Prins Tabakhan-delsgesellschaft m. b. H., IR, Robtabake, ☎ Ro 9383, Pickhuben 9, ☒ 14, Geschäftsf.: S. Nathan, hier, M. Hirsch, Dresden, u. L. Prins, hier <box>868 1572 1194 1634</box>
directory-entry: — Wwe. E., Emilienstr. 46, ☒ 19 <box>518 451 703 465</box>
directory-entry: — Joh., Arbtr., Pinnebergerweg 21, ☒ 19 <box>518 1446 751 1460</box>
directory-entry: — G. F. Th., Kaufm., Susannenstr. 16 <box>868 1098 1078 1112</box>
